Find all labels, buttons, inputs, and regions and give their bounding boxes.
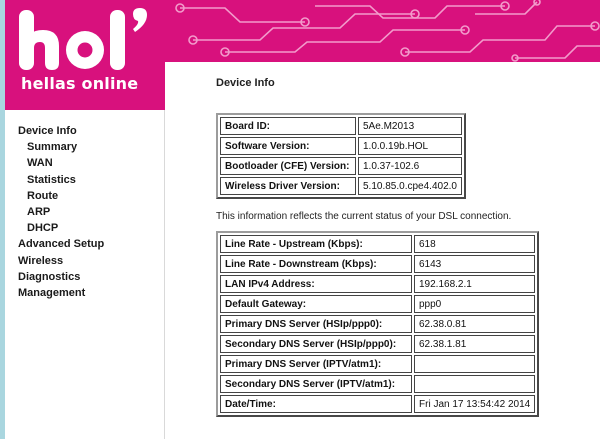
table-row [220, 335, 535, 353]
sidebar-item-summary[interactable]: Summary [27, 141, 78, 154]
wireless-driver-version-value: 5.10.85.0.cpe4.402.0 [358, 177, 462, 195]
sidebar-item-route[interactable]: Route [27, 189, 59, 202]
lan-ipv4-value: 192.168.2.1 [414, 275, 535, 293]
sidebar-item-wan[interactable]: WAN [27, 157, 53, 170]
upstream-rate-label: Line Rate - Upstream (Kbps): [220, 235, 412, 253]
table-row [220, 395, 535, 413]
table-row [220, 117, 462, 135]
status-note: This information reflects the current status of your DSL connection. [216, 211, 512, 222]
primary-dns-hsip-value: 62.38.0.81 [414, 315, 535, 333]
table-row [220, 157, 462, 175]
table-row [220, 375, 535, 393]
sidebar-item-dhcp[interactable]: DHCP [27, 222, 59, 235]
sidebar-nav [5, 110, 165, 439]
sidebar-item-management[interactable]: Management [18, 286, 86, 299]
secondary-dns-hsip-value: 62.38.1.81 [414, 335, 535, 353]
circuit-pattern-icon [165, 0, 600, 62]
sidebar-item-arp[interactable]: ARP [27, 205, 51, 218]
wireless-driver-version-label: Wireless Driver Version: [220, 177, 356, 195]
logo-subtitle: hellas online [21, 74, 139, 93]
table-row [220, 177, 462, 195]
table-row [220, 295, 535, 313]
software-version-value: 1.0.0.19b.HOL [358, 137, 462, 155]
software-version-label: Software Version: [220, 137, 356, 155]
connection-info-table [216, 231, 539, 417]
hol-logo-icon [15, 8, 160, 74]
table-row [220, 137, 462, 155]
primary-dns-iptv-value [414, 355, 535, 373]
page-title: Device Info [216, 77, 275, 89]
primary-dns-iptv-label: Primary DNS Server (IPTV/atm1): [220, 355, 412, 373]
sidebar-item-statistics[interactable]: Statistics [27, 173, 76, 186]
table-row [220, 275, 535, 293]
logo [5, 0, 165, 110]
table-row [220, 355, 535, 373]
default-gateway-label: Default Gateway: [220, 295, 412, 313]
date-time-label: Date/Time: [220, 395, 412, 413]
secondary-dns-iptv-label: Secondary DNS Server (IPTV/atm1): [220, 375, 412, 393]
lan-ipv4-label: LAN IPv4 Address: [220, 275, 412, 293]
sidebar-item-device-info[interactable]: Device Info [18, 125, 77, 137]
table-row [220, 255, 535, 273]
sidebar-item-wireless[interactable]: Wireless [18, 254, 64, 267]
secondary-dns-hsip-label: Secondary DNS Server (HSIp/ppp0): [220, 335, 412, 353]
primary-dns-hsip-label: Primary DNS Server (HSIp/ppp0): [220, 315, 412, 333]
default-gateway-value: ppp0 [414, 295, 535, 313]
bootloader-version-value: 1.0.37-102.6 [358, 157, 462, 175]
table-row [220, 315, 535, 333]
table-row [220, 235, 535, 253]
header-banner [165, 0, 600, 62]
board-id-value: 5Ae.M2013 [358, 117, 462, 135]
downstream-rate-label: Line Rate - Downstream (Kbps): [220, 255, 412, 273]
main-content [166, 62, 600, 439]
board-id-label: Board ID: [220, 117, 356, 135]
downstream-rate-value: 6143 [414, 255, 535, 273]
upstream-rate-value: 618 [414, 235, 535, 253]
device-info-table [216, 113, 466, 199]
sidebar-item-advanced-setup[interactable]: Advanced Setup [18, 238, 105, 251]
bootloader-version-label: Bootloader (CFE) Version: [220, 157, 356, 175]
sidebar-item-diagnostics[interactable]: Diagnostics [18, 270, 81, 283]
secondary-dns-iptv-value [414, 375, 535, 393]
date-time-value: Fri Jan 17 13:54:42 2014 [414, 395, 535, 413]
